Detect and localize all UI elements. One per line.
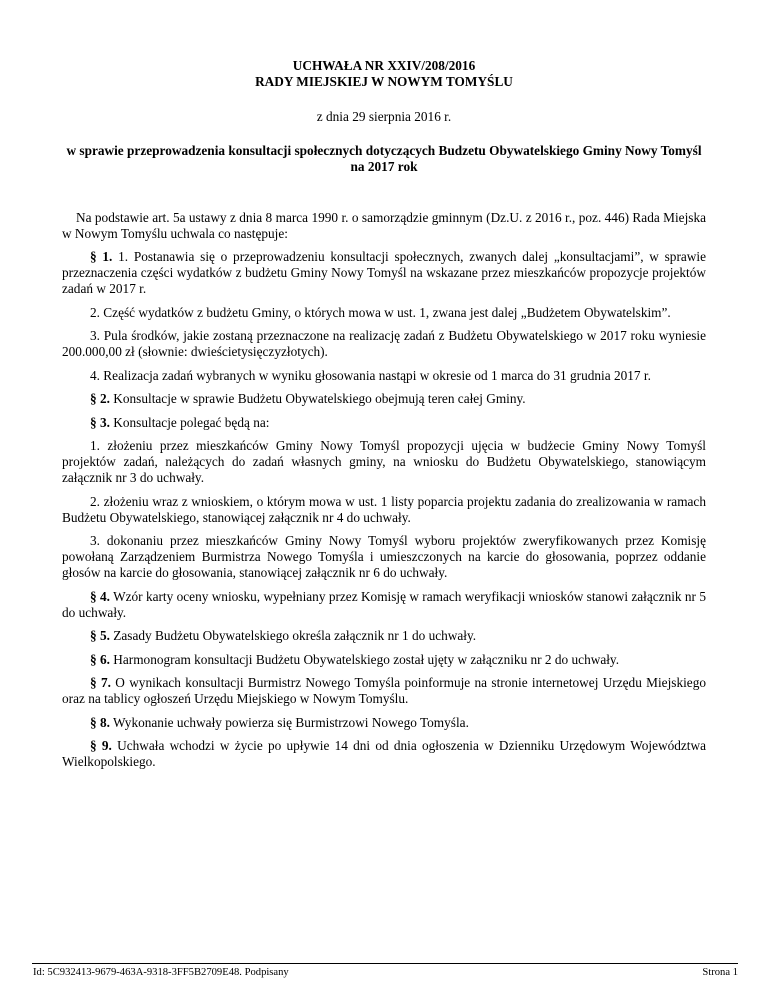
paragraph-text: Zasady Budżetu Obywatelskiego określa załącznik nr 1 do uchwały. — [113, 628, 477, 643]
paragraph-text: Uchwała wchodzi w życie po upływie 14 dni od dnia ogłoszenia w Dzienniku Urzędowym Województwa Wielkopolskiego. — [62, 738, 706, 769]
paragraph-5 — [62, 628, 706, 644]
paragraph-3 — [62, 415, 706, 431]
paragraph-1-4: 4. Realizacja zadań wybranych w wyniku głosowania nastąpi w okresie od 1 marca do 31 grudnia 2017 r. — [90, 367, 651, 383]
section-mark: § 4. — [90, 588, 110, 604]
resolution-body — [62, 210, 706, 778]
council-name: RADY MIEJSKIEJ W NOWYM TOMYŚLU — [255, 74, 513, 89]
section-mark: § 7. — [90, 675, 111, 690]
paragraph-2 — [62, 391, 706, 407]
section-mark: § 8. — [90, 714, 110, 730]
paragraph-1 — [62, 249, 706, 297]
paragraph-1-2: 2. Część wydatków z budżetu Gminy, o których mowa w ust. 1, zwana jest dalej „Budżetem Obywatelskim”. — [90, 304, 671, 320]
paragraph-text: Harmonogram konsultacji Budżetu Obywatelskiego został ujęty w załączniku nr 2 do uchwały. — [113, 651, 620, 667]
resolution-subject: w sprawie przeprowadzenia konsultacji społecznych dotyczących Budzetu Obywatelskiego Gminy Nowy Tomyśl na 2017 rok — [66, 143, 702, 174]
paragraph-7 — [62, 675, 706, 707]
section-mark: § 5. — [90, 628, 110, 643]
section-mark: § 6. — [90, 651, 110, 667]
footer-divider — [32, 963, 738, 964]
section-mark: § 2. — [90, 391, 110, 406]
paragraph-3-3: 3. dokonaniu przez mieszkańców Gminy Nowy Tomyśl wyboru projektów zweryfikowanych przez Komisję powołaną Zarządzeniem Burmistrza Nowego Tomyśla i umieszczonych na karcie do głosowania, poprzez oddanie głosów na karcie do głosowania, stanowiącej załącznik nr 6 do uchwały. — [62, 533, 706, 580]
paragraph-text: O wynikach konsultacji Burmistrz Nowego Tomyśla poinformuje na stronie internetowej Urzędu Miejskiego oraz na tablicy ogłoszeń Urzędu Miejskiego w Nowym Tomyślu. — [62, 675, 706, 706]
paragraph-4 — [62, 589, 706, 621]
paragraph-6 — [62, 652, 706, 668]
document-id: Id: 5C932413-9679-463A-9318-3FF5B2709E48. Podpisany — [33, 967, 289, 978]
paragraph-3-1: 1. złożeniu przez mieszkańców Gminy Nowy Tomyśl propozycji ujęcia w budżecie Gminy Nowy Tomyśl projektów zadań, należących do zadań własnych gminy, na wniosku do Budżetu Obywatelskiego, stanowiącym załącznik nr 3 do uchwały. — [62, 438, 706, 485]
paragraph-text: 1. Postanawia się o przeprowadzeniu konsultacji społecznych, zwanych dalej „konsultacjami”, w sprawie przeznaczenia części wydatków z budżetu Gminy Nowy Tomyśl na wskazane przez mieszkańców propozycje projektów zadań w 2017 r. — [62, 249, 706, 296]
paragraph-9 — [62, 738, 706, 770]
section-mark: § 3. — [90, 414, 110, 430]
section-mark: § 9. — [90, 738, 112, 753]
paragraph-text: Wykonanie uchwały powierza się Burmistrzowi Nowego Tomyśla. — [113, 714, 469, 730]
paragraph-text: Konsultacje polegać będą na: — [113, 414, 270, 430]
section-mark: § 1. — [90, 249, 113, 264]
paragraph-1-3: 3. Pula środków, jakie zostaną przeznaczone na realizację zadań z Budżetu Obywatelskiego w 2017 roku wyniesie 200.000,00 zł (słownie: dwieścietysięczyzłotych). — [62, 328, 706, 359]
resolution-title: UCHWAŁA NR XXIV/208/2016 — [292, 58, 476, 73]
intro-paragraph: Na podstawie art. 5a ustawy z dnia 8 marca 1990 r. o samorządzie gminnym (Dz.U. z 2016 r., poz. 446) Rada Miejska w Nowym Tomyślu uchwala co następuje: — [62, 210, 706, 241]
page-number: Strona 1 — [702, 967, 738, 978]
paragraph-text: Wzór karty oceny wniosku, wypełniany przez Komisję w ramach weryfikacji wniosków stanowi załącznik nr 5 do uchwały. — [62, 588, 706, 620]
paragraph-text: Konsultacje w sprawie Budżetu Obywatelskiego obejmują teren całej Gminy. — [113, 391, 526, 406]
resolution-date: z dnia 29 sierpnia 2016 r. — [316, 109, 452, 124]
paragraph-3-2: 2. złożeniu wraz z wnioskiem, o którym mowa w ust. 1 listy poparcia projektu zadania do zrealizowania w ramach Budżetu Obywatelskiego, stanowiącej załącznik nr 4 do uchwały. — [62, 493, 706, 525]
paragraph-8 — [62, 715, 706, 731]
